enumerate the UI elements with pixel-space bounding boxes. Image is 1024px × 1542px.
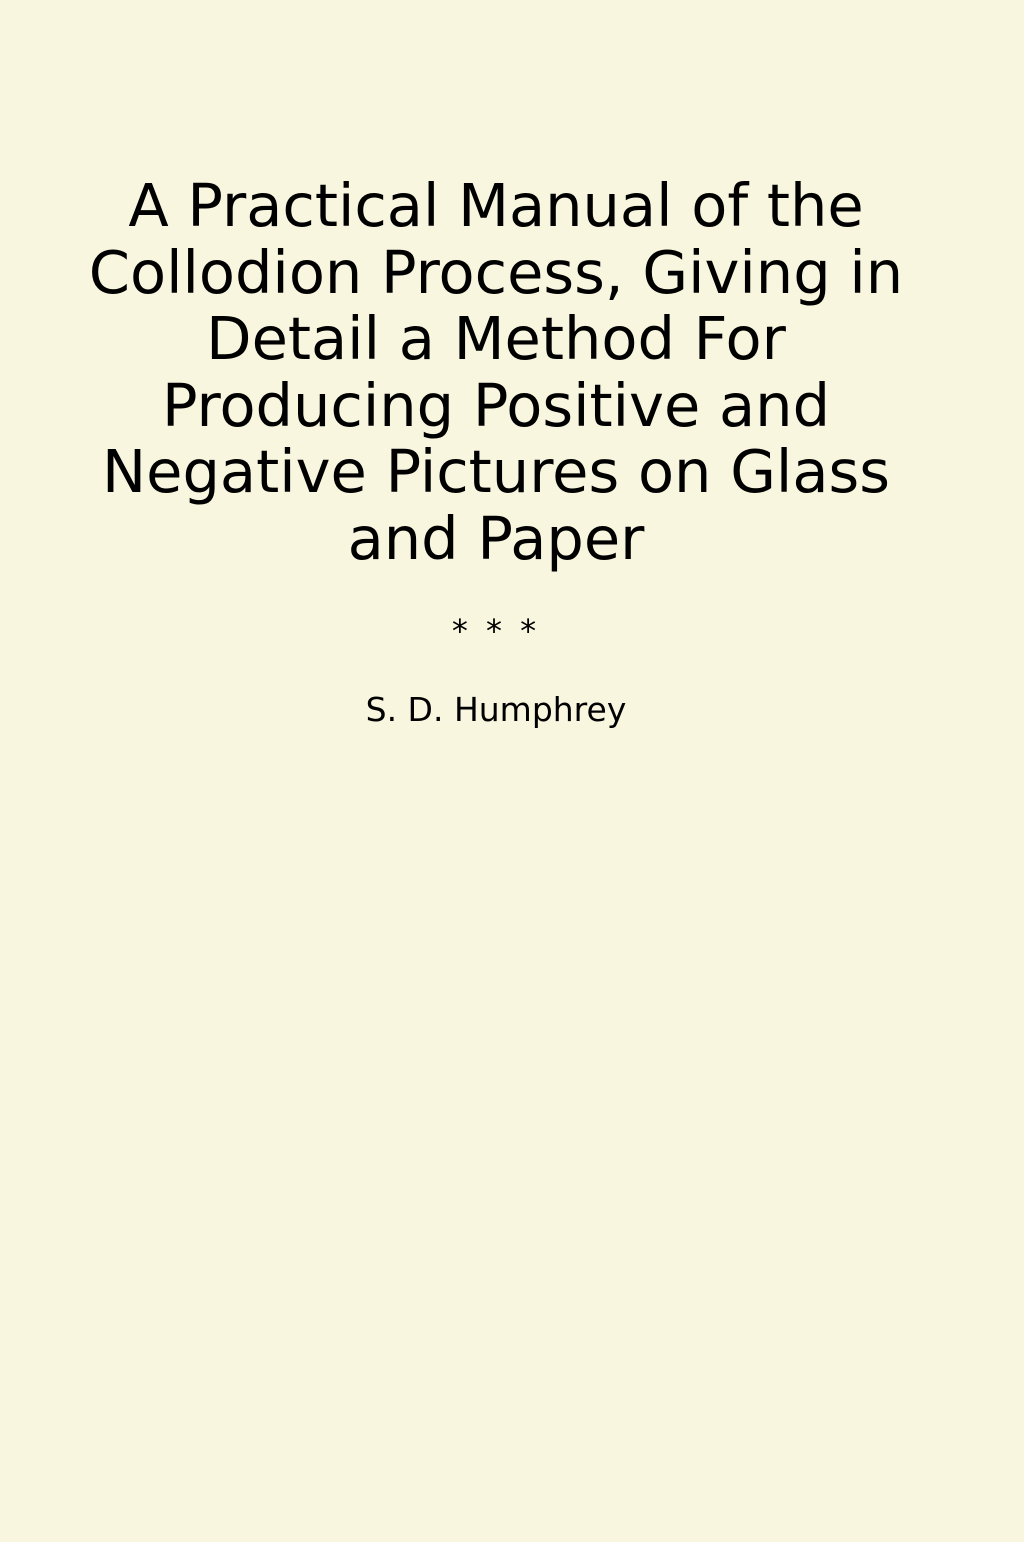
- section-separator: * * *: [451, 612, 541, 650]
- title-line: Negative Pictures on Glass: [102, 437, 890, 506]
- title-line: Detail a Method For: [206, 304, 786, 373]
- title-line: Producing Positive and: [161, 370, 831, 440]
- book-title: [0, 173, 992, 572]
- title-line: Collodion Process, Giving in: [88, 237, 904, 307]
- title-line: A Practical Manual of the: [128, 171, 864, 240]
- author-name: S. D. Humphrey: [365, 690, 627, 729]
- title-line: and Paper: [347, 503, 645, 573]
